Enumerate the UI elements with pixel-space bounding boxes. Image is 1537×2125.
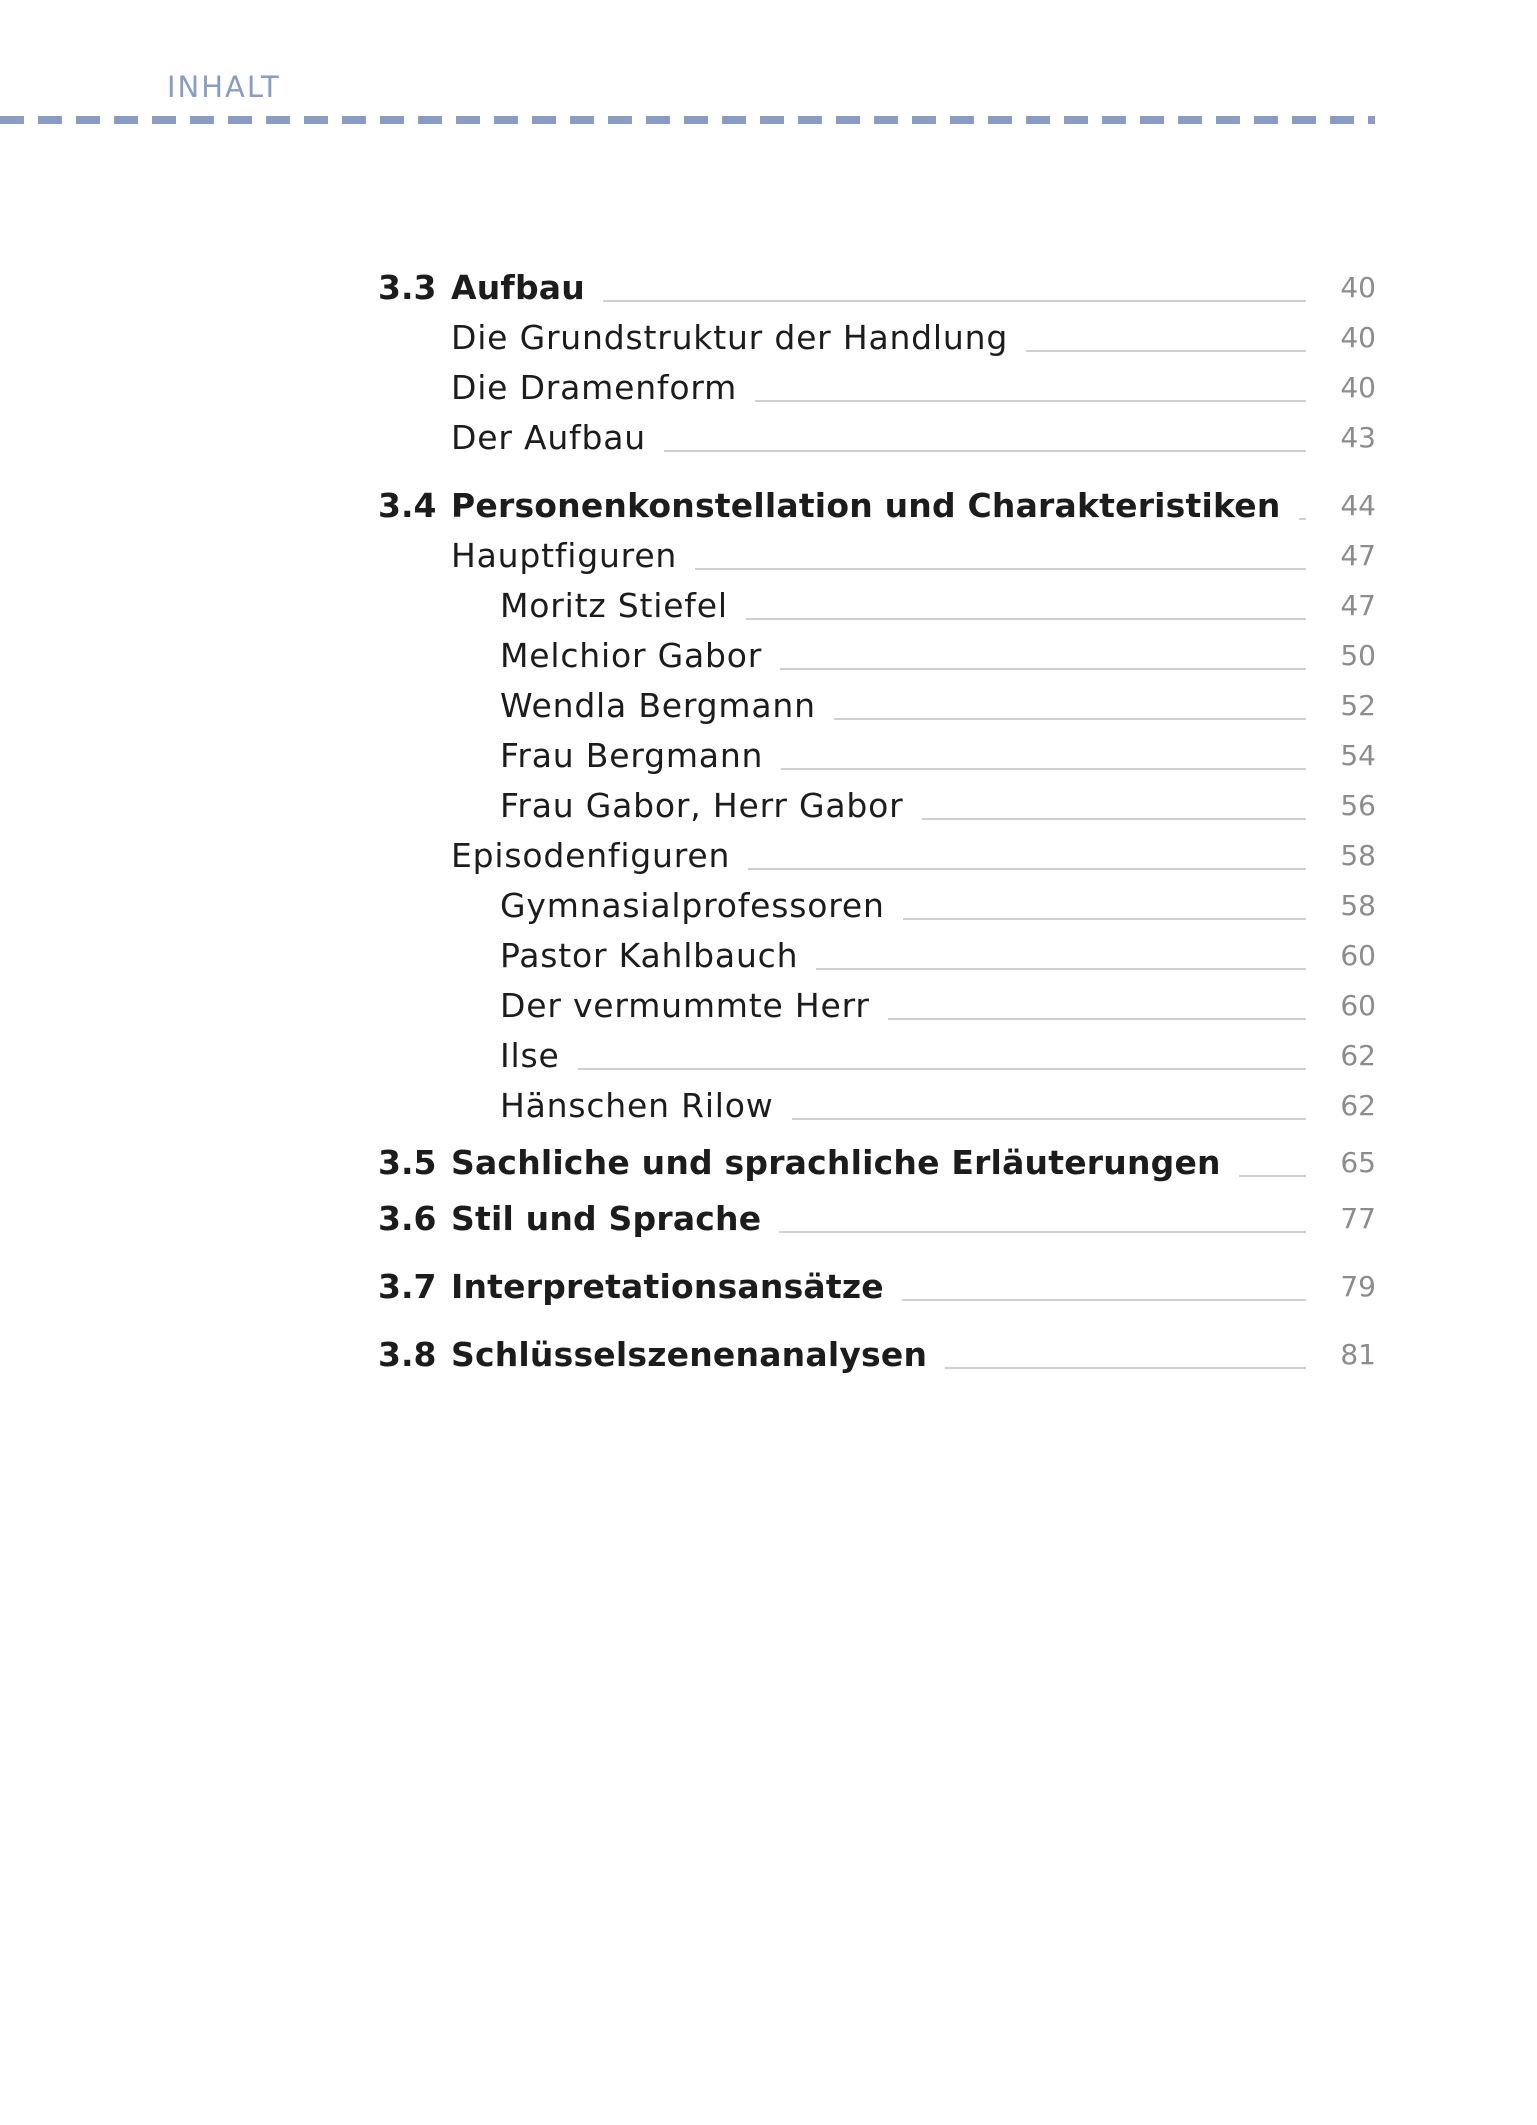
toc-entry-label: Pastor Kahlbauch [500, 936, 799, 975]
toc-entry-page: 56 [1340, 789, 1376, 822]
toc-entry-page: 40 [1340, 371, 1376, 404]
toc-entry-number: 3.3 [378, 268, 437, 307]
toc-entry[interactable] [378, 1086, 1376, 1126]
toc-leader-line [902, 1299, 1306, 1301]
toc-entry[interactable] [378, 536, 1376, 576]
toc-leader-line [834, 718, 1306, 720]
toc-leader-line [664, 450, 1306, 452]
toc-entry-page: 60 [1340, 939, 1376, 972]
toc-leader-line [748, 868, 1306, 870]
toc-entry-page: 81 [1340, 1338, 1376, 1371]
toc-entry-page: 47 [1340, 539, 1376, 572]
toc-entry-label: Frau Bergmann [500, 736, 764, 775]
toc-leader-line [695, 568, 1306, 570]
toc-entry[interactable] [378, 318, 1376, 358]
toc-leader-line [779, 1231, 1306, 1233]
toc-entry[interactable] [378, 486, 1376, 526]
toc-leader-line [1239, 1175, 1306, 1177]
toc-entry[interactable] [378, 1267, 1376, 1307]
toc-entry-label: Ilse [500, 1036, 560, 1075]
toc-entry-number: 3.5 [378, 1143, 437, 1182]
toc-entry-label: Melchior Gabor [500, 636, 763, 675]
toc-entry-label: Die Dramenform [451, 368, 738, 407]
toc-entry-page: 44 [1340, 489, 1376, 522]
toc-entry-label: Interpretationsansätze [451, 1267, 884, 1306]
toc-entry[interactable] [378, 1335, 1376, 1375]
toc-entry[interactable] [378, 886, 1376, 926]
toc-entry-number: 3.4 [378, 486, 437, 525]
toc-entry[interactable] [378, 268, 1376, 308]
toc-entry-label: Moritz Stiefel [500, 586, 728, 625]
toc-entry-label: Episodenfiguren [451, 836, 731, 875]
toc-entry[interactable] [378, 936, 1376, 976]
toc-leader-line [945, 1367, 1306, 1369]
toc-leader-line [888, 1018, 1306, 1020]
toc-entry-label: Personenkonstellation und Charakteristiken [451, 486, 1281, 525]
toc-leader-line [1026, 350, 1306, 352]
toc-entry-page: 40 [1340, 321, 1376, 354]
toc-leader-line [816, 968, 1306, 970]
toc-entry-page: 60 [1340, 989, 1376, 1022]
toc-leader-line [781, 768, 1306, 770]
toc-entry[interactable] [378, 586, 1376, 626]
toc-entry-label: Hauptfiguren [451, 536, 678, 575]
toc-entry[interactable] [378, 418, 1376, 458]
page-header-title: INHALT [167, 70, 281, 104]
toc-entry[interactable] [378, 986, 1376, 1026]
toc-entry-page: 54 [1340, 739, 1376, 772]
toc-entry[interactable] [378, 1199, 1376, 1239]
toc-entry-page: 43 [1340, 421, 1376, 454]
toc-leader-line [780, 668, 1306, 670]
toc-entry-label: Hänschen Rilow [500, 1086, 774, 1125]
toc-entry-page: 77 [1340, 1202, 1376, 1235]
toc-entry-number: 3.6 [378, 1199, 437, 1238]
toc-entry[interactable] [378, 836, 1376, 876]
toc-leader-line [746, 618, 1306, 620]
toc-entry[interactable] [378, 636, 1376, 676]
toc-leader-line [755, 400, 1306, 402]
toc-entry[interactable] [378, 686, 1376, 726]
toc-entry-label: Der Aufbau [451, 418, 646, 457]
toc-entry-label: Stil und Sprache [451, 1199, 762, 1238]
toc-leader-line [792, 1118, 1306, 1120]
toc-entry[interactable] [378, 736, 1376, 776]
toc-entry[interactable] [378, 1143, 1376, 1183]
toc-entry-page: 79 [1340, 1270, 1376, 1303]
toc-entry-label: Gymnasialprofessoren [500, 886, 885, 925]
toc-entry-page: 62 [1340, 1039, 1376, 1072]
toc-entry-label: Wendla Bergmann [500, 686, 816, 725]
toc-entry[interactable] [378, 1036, 1376, 1076]
toc-entry-number: 3.8 [378, 1335, 437, 1374]
toc-entry-number: 3.7 [378, 1267, 437, 1306]
toc-entry-page: 50 [1340, 639, 1376, 672]
toc-leader-line [603, 300, 1306, 302]
toc-entry-page: 40 [1340, 271, 1376, 304]
toc-entry-page: 65 [1340, 1146, 1376, 1179]
toc-entry-label: Schlüsselszenenanalysen [451, 1335, 928, 1374]
toc-entry-label: Sachliche und sprachliche Erläuterungen [451, 1143, 1221, 1182]
toc-entry-label: Aufbau [451, 268, 585, 307]
toc-leader-line [1299, 518, 1306, 520]
toc-leader-line [903, 918, 1306, 920]
header-dashed-divider [0, 116, 1375, 124]
toc-entry-page: 62 [1340, 1089, 1376, 1122]
toc-entry-page: 52 [1340, 689, 1376, 722]
toc-entry-page: 58 [1340, 839, 1376, 872]
toc-entry-label: Die Grundstruktur der Handlung [451, 318, 1009, 357]
toc-leader-line [922, 818, 1306, 820]
toc-entry-page: 58 [1340, 889, 1376, 922]
toc-leader-line [578, 1068, 1306, 1070]
toc-entry-label: Der vermummte Herr [500, 986, 870, 1025]
toc-entry-label: Frau Gabor, Herr Gabor [500, 786, 904, 825]
toc-entry-page: 47 [1340, 589, 1376, 622]
toc-entry[interactable] [378, 786, 1376, 826]
toc-entry[interactable] [378, 368, 1376, 408]
